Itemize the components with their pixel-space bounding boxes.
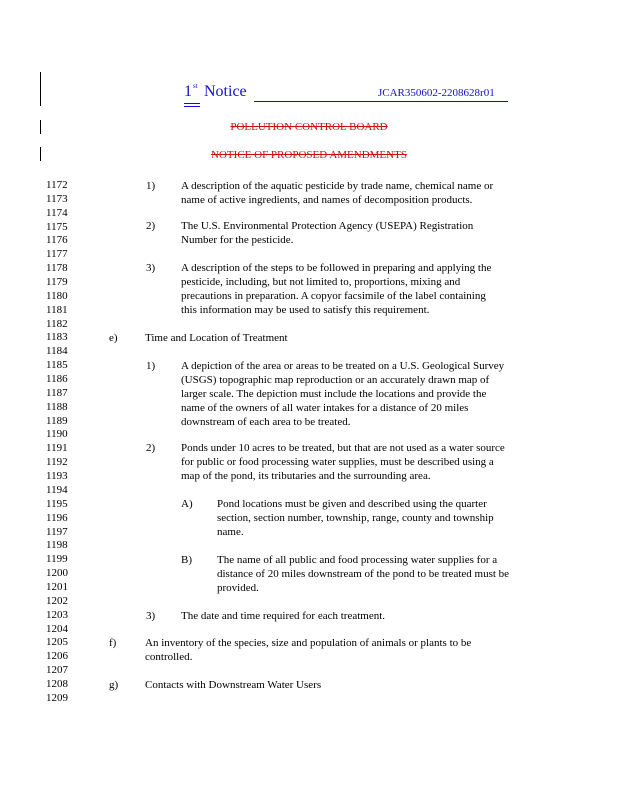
line-number: 1189 xyxy=(46,414,68,427)
subitem-text: section, section number, township, range, county and township xyxy=(217,512,494,524)
line-number: 1174 xyxy=(46,206,68,219)
line-number: 1209 xyxy=(46,691,68,704)
section-title: Time and Location of Treatment xyxy=(145,332,288,344)
line-number: 1199 xyxy=(46,553,68,566)
line-number: 1186 xyxy=(46,373,68,386)
line-number: 1194 xyxy=(46,483,68,496)
line-number: 1190 xyxy=(46,428,68,441)
section-text: controlled. xyxy=(145,651,193,663)
subitem-text: The name of all public and food processing water supplies for a xyxy=(217,554,498,566)
item-text: Number for the pesticide. xyxy=(181,234,294,246)
line-number: 1179 xyxy=(46,276,68,289)
line-number: 1175 xyxy=(46,220,68,233)
line-number: 1206 xyxy=(46,650,68,663)
line-number: 1177 xyxy=(46,248,68,261)
line-number: 1185 xyxy=(46,359,68,372)
section-text: An inventory of the species, size and population of animals or plants to be xyxy=(145,637,472,649)
item-text: name of active ingredients, and names of decomposition products. xyxy=(181,194,473,206)
item-marker: 3) xyxy=(146,262,156,274)
line-number: 1196 xyxy=(46,511,68,524)
line-number: 1208 xyxy=(46,677,68,690)
line-number: 1207 xyxy=(46,664,68,677)
item-text: map of the pond, its tributaries and the surrounding area. xyxy=(181,470,431,482)
item-marker: 1) xyxy=(146,180,156,192)
notice-heading: NOTICE OF PROPOSED AMENDMENTS xyxy=(211,149,407,161)
line-number: 1178 xyxy=(46,262,68,275)
header-underline xyxy=(184,103,200,104)
line-number: 1204 xyxy=(46,622,68,635)
item-text: Ponds under 10 acres to be treated, but that are not used as a water source xyxy=(181,442,505,454)
notice-number: 1 xyxy=(184,83,192,100)
item-text: The date and time required for each treatment. xyxy=(181,610,386,622)
line-number: 1183 xyxy=(46,331,68,344)
line-number: 1180 xyxy=(46,289,68,302)
document-id: JCAR350602-2208628r01 xyxy=(378,87,495,99)
section-marker: e) xyxy=(109,332,118,344)
item-text: A description of the aquatic pesticide by trade name, chemical name or xyxy=(181,180,494,192)
line-number: 1201 xyxy=(46,580,68,593)
section-title: Contacts with Downstream Water Users xyxy=(145,679,322,691)
line-number: 1173 xyxy=(46,192,68,205)
line-number: 1198 xyxy=(46,539,68,552)
line-number: 1205 xyxy=(46,636,68,649)
line-number: 1192 xyxy=(46,456,68,469)
line-number: 1197 xyxy=(46,525,68,538)
notice-superscript: st xyxy=(193,82,198,90)
line-number: 1200 xyxy=(46,567,68,580)
line-number: 1191 xyxy=(46,442,68,455)
item-text: pesticide, including, but not limited to, proportions, mixing and xyxy=(181,276,461,288)
line-number: 1188 xyxy=(46,400,68,413)
item-marker: 1) xyxy=(146,360,156,372)
item-marker: 2) xyxy=(146,220,156,232)
item-text: for public or food processing water supplies, must be described using a xyxy=(181,456,494,468)
subitem-text: provided. xyxy=(217,582,259,594)
item-text: A depiction of the area or areas to be treated on a U.S. Geological Survey xyxy=(181,360,505,372)
item-text: this information may be used to satisfy this requirement. xyxy=(181,304,430,316)
subitem-text: distance of 20 miles downstream of the pond to be treated must be xyxy=(217,568,510,580)
notice-header xyxy=(184,81,514,105)
item-text: The U.S. Environmental Protection Agency (USEPA) Registration xyxy=(181,220,474,232)
item-text: name of the owners of all water intakes for a distance of 20 miles xyxy=(181,402,469,414)
item-text: (USGS) topographic map reproduction or an accurately drawn map of xyxy=(181,374,490,386)
item-text: precautions in preparation. A copyor facsimile of the label containing xyxy=(181,290,486,302)
item-text: larger scale. The depiction must include the locations and provide the xyxy=(181,388,487,400)
line-number: 1193 xyxy=(46,470,68,483)
line-number: 1172 xyxy=(46,179,68,191)
subitem-text: Pond locations must be given and described using the quarter xyxy=(217,498,487,510)
subitem-marker: B) xyxy=(181,554,192,566)
subitem-text: name. xyxy=(217,526,244,538)
board-heading: POLLUTION CONTROL BOARD xyxy=(230,121,388,133)
item-text: A description of the steps to be followed in preparing and applying the xyxy=(181,262,492,274)
item-marker: 3) xyxy=(146,610,156,622)
revision-bar xyxy=(40,72,41,106)
subitem-marker: A) xyxy=(181,498,193,510)
line-number: 1203 xyxy=(46,608,68,621)
item-text: downstream of each area to be treated. xyxy=(181,416,351,428)
line-number: 1182 xyxy=(46,317,68,330)
section-marker: g) xyxy=(109,679,119,691)
section-marker: f) xyxy=(109,637,117,649)
notice-title: Notice xyxy=(204,83,247,100)
header-underline xyxy=(184,106,200,107)
line-number: 1195 xyxy=(46,497,68,510)
header-underline xyxy=(254,101,508,102)
line-number: 1202 xyxy=(46,594,68,607)
line-number: 1187 xyxy=(46,386,68,399)
line-number: 1176 xyxy=(46,234,68,247)
line-number: 1184 xyxy=(46,345,68,358)
line-number: 1181 xyxy=(46,303,68,316)
item-marker: 2) xyxy=(146,442,156,454)
